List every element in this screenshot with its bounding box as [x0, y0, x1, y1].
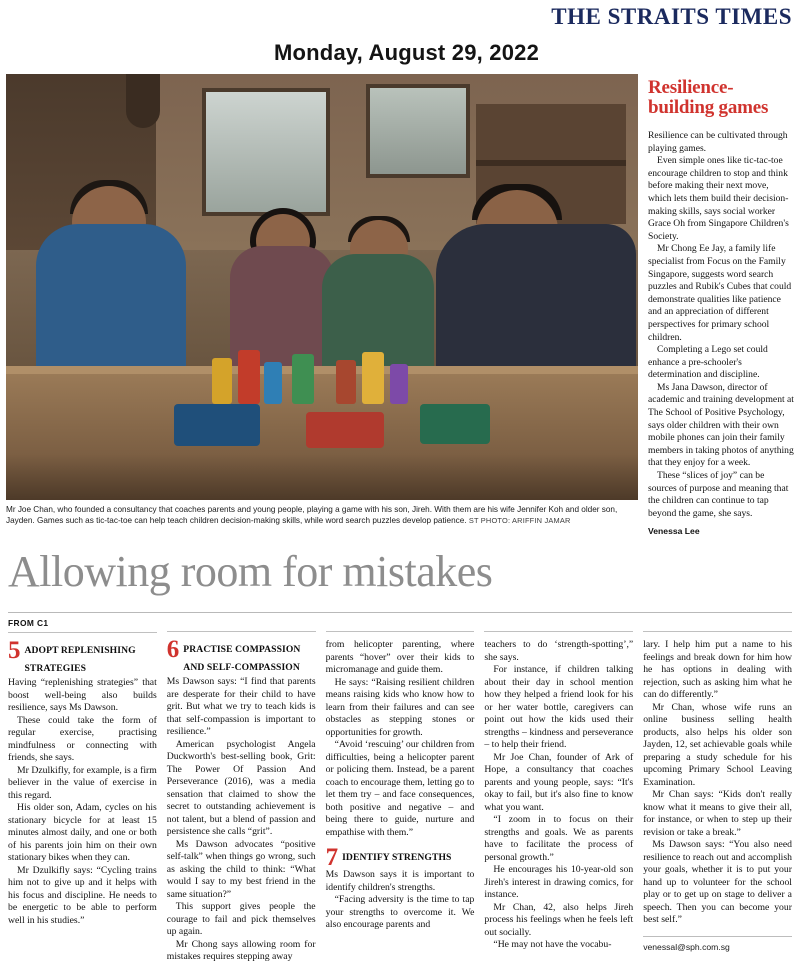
sidebar-paragraph: These “slices of joy” can be sources of purpose and meaning that the children can continue to tap beyond the game, she says. [648, 470, 789, 519]
body-paragraph: Ms Dawson advocates “positive self-talk” when things go wrong, such as asking the child to think: “What would I say to my best friend in the same situation?” [166, 838, 316, 900]
article-column-4 [484, 618, 633, 964]
body-paragraph: He encourages his 10-year-old son Jireh's interest in drawing comics, for instance. [484, 864, 634, 901]
masthead-row [6, 0, 794, 36]
section-subhead-6 [167, 639, 316, 675]
lead-photo-block [6, 74, 638, 527]
body-paragraph: These could take the form of regular exercise, practising mindfulness or connecting with friends, she says. [8, 714, 157, 764]
body-paragraph: Mr Dzulkifly says: “Cycling trains him not to give up and it helps with his focus and discipline. He needs to be energetic to be able to perform well in his studies.” [8, 864, 157, 926]
sidebar-title: Resilience-building games [648, 77, 769, 118]
subhead-number: 5 [8, 640, 21, 665]
sidebar-paragraph: Mr Chong Ee Jay, a family life specialist from Focus on the Family Singapore, suggests word search puzzles and Rubik's Cubes that could demonstrate qualities like patience and an appreciation of different perspectives for primary school children. [648, 243, 792, 343]
section-subhead-7 [326, 847, 475, 868]
column-rule [167, 631, 316, 632]
lead-photo [6, 74, 638, 500]
top-section [6, 74, 794, 536]
photo-caption-text: Mr Joe Chan, who founded a consultancy that coaches parents and young people, playing a game with his son, Jireh. With them are his wife Jennifer Koh and older son, Jayden. Games such as tic-tac-toe can help teach children decision-making skills, while word search puzzles develop patience. [6, 505, 618, 526]
author-email[interactable]: venessal@sph.com.sg [643, 941, 730, 952]
article-column-1 [8, 618, 157, 964]
body-paragraph: “I zoom in to focus on their strengths and goals. We as parents have to facilitate the process of personal growth.” [484, 814, 634, 863]
subhead-text: IDENTIFY STRENGTHS [342, 852, 452, 864]
body-paragraph: For instance, if children talking about their day in school mention how they helped a friend look for his or her water bottle, caregivers can point out how the kids used their strengths – kindness and perseverance – to help their friend. [484, 664, 634, 751]
sidebar-byline: Venessa Lee [648, 526, 700, 537]
column-spacer [326, 618, 475, 631]
sidebar-resilience-games [648, 74, 794, 536]
body-paragraph: Mr Chong says allowing room for mistakes requires stepping away [166, 938, 316, 963]
sidebar-paragraph: Completing a Lego set could enhance a pre-schooler's determination and discipline. [648, 344, 768, 381]
body-paragraph: lary. I help him put a name to his feelings and break down for him how he has options in dealing with rejection, such as asking him what he can do differently.” [643, 639, 792, 701]
body-paragraph: Ms Dawson says it is important to identify children's strengths. [325, 869, 475, 893]
body-paragraph: His older son, Adam, cycles on his stationary bicycle for at least 15 minutes almost daily, and one or both of his parents join him on their own stationary bikes when they can. [8, 802, 157, 864]
body-paragraph: Mr Chan, 42, also helps Jireh process his feelings when he feels left out socially. [484, 901, 634, 938]
body-paragraph: Having “replenishing strategies” that boost well-being also builds resilience, says Ms Dawson. [8, 677, 157, 714]
column-spacer [643, 618, 792, 631]
headline-rule [8, 612, 792, 613]
dateline-row [6, 36, 794, 74]
body-paragraph: “Facing adversity is the time to tap your strengths to overcome it. We also encourage parents and [325, 894, 475, 931]
column-rule [326, 631, 475, 632]
column-rule [643, 631, 792, 632]
body-paragraph: American psychologist Angela Duckworth's best-selling book, Grit: The Power Of Passion And Perseverance (2016), was a media sensation that claimed to show the secret to outstanding achievement is not talent, but a blend of passion and persistence she calls “grit”. [166, 738, 316, 838]
article-columns [6, 618, 794, 964]
jump-line: FROM C1 [8, 618, 49, 629]
body-paragraph: Mr Chan says: “Kids don't really know what it means to give their all, for instance, or when to step up their revision or take a break.” [643, 789, 792, 838]
body-paragraph: from helicopter parenting, where parents “hover” over their kids to micromanage and guide them. [325, 639, 475, 676]
photo-credit: ST PHOTO: ARIFFIN JAMAR [468, 516, 571, 526]
page-headline: Allowing room for mistakes [8, 547, 493, 597]
subhead-text: PRACTISE COMPASSION AND SELF-COMPASSION [183, 644, 301, 674]
body-paragraph: “He may not have the vocabu- [493, 939, 612, 951]
subhead-number: 6 [166, 639, 180, 664]
sidebar-paragraph: Ms Jana Dawson, director of academic and training development at The School of Positive Psychology, says older children with their own mobile phones can join their family members in taking photos of anything that they enjoy for a week. [648, 381, 794, 469]
sidebar-paragraph: Resilience can be cultivated through playing games. [648, 130, 788, 154]
subhead-text: ADOPT REPLENISHING STRATEGIES [24, 645, 136, 675]
dateline-date: Monday, August 29, 2022 [274, 40, 540, 65]
column-rule [484, 631, 633, 632]
column-rule [8, 632, 157, 633]
body-paragraph: Ms Dawson says: “I find that parents are desperate for their child to have grit. But what we try to teach kids is that self-compassion is important to resilience.” [166, 676, 316, 738]
subhead-number: 7 [325, 847, 339, 869]
body-paragraph: Mr Joe Chan, founder of Ark of Hope, a consultancy that coaches parents and young people, says: “It's okay to fail, but it's also fine to know what you want. [484, 751, 634, 813]
email-rule [643, 936, 792, 937]
body-paragraph: This support gives people the courage to fail and pick themselves up again. [166, 901, 316, 938]
masthead-title: THE STRAITS TIMES [551, 4, 792, 29]
article-column-5 [643, 618, 792, 964]
column-spacer [167, 618, 316, 631]
body-paragraph: teachers to do ‘strength-spotting’,” she says. [484, 639, 634, 663]
body-paragraph: “Avoid ‘rescuing’ our children from difficulties, being a helicopter parent or policing them. Instead, be a parent coach to encourage them, letting go to let them try – and face consequences, both positive and negative – and being there to guide, nurture and empathise with them.” [325, 739, 475, 838]
body-paragraph: Mr Dzulkifly, for example, is a firm believer in the value of exercise in this regard. [8, 764, 157, 801]
article-column-3 [326, 618, 475, 964]
section-subhead-5 [8, 640, 157, 676]
body-paragraph: Mr Chan, whose wife runs an online business selling health products, also helps his older son Jayden, 12, set achievable goals while preparing a study schedule for his upcoming Primary School Leaving Examination. [643, 701, 792, 788]
sidebar-body [648, 130, 794, 520]
sidebar-paragraph: Even simple ones like tic-tac-toe encourage children to stop and think before making their next move, which lets them build their decision-making skills, says social worker Grace Oh from Singapore Children's Society. [648, 155, 789, 242]
article-column-2 [167, 618, 316, 964]
column-spacer [484, 618, 633, 631]
photo-caption [6, 500, 638, 527]
body-paragraph: He says: “Raising resilient children means raising kids who know how to learn from their failures and can see obstacles as stepping stones or opportunities for growth. [325, 676, 475, 738]
body-paragraph: Ms Dawson says: “You also need resilience to reach out and accomplish your goals, whether it is to put your hand up to volunteer for the school play or to get up on stage to deliver a speech. Then you can become your best self.” [643, 839, 792, 926]
